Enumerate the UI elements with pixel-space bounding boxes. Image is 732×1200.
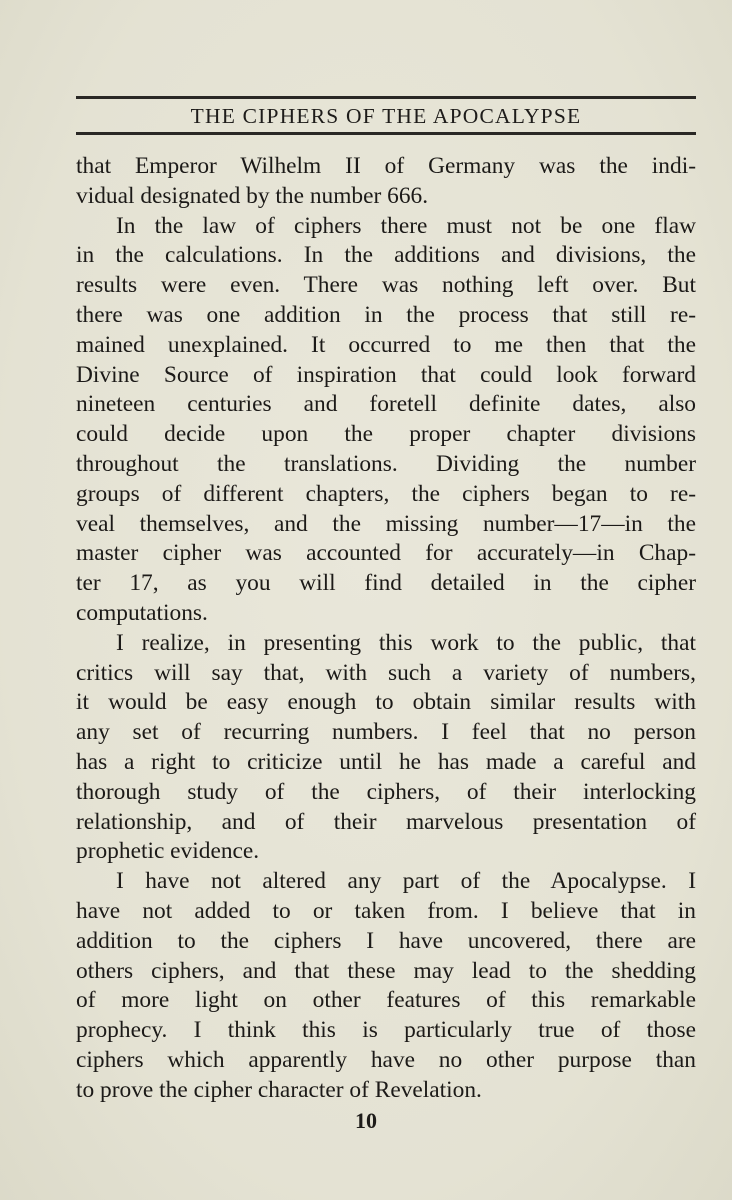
text-line: master cipher was accounted for accurately—in Chap- — [76, 540, 696, 567]
text-line: In the law of ciphers there must not be one flaw — [116, 212, 696, 239]
text-line: ciphers which apparently have no other purpose than — [76, 1046, 696, 1073]
text-line: could decide upon the proper chapter divisions — [76, 421, 696, 448]
text-line: to prove the cipher character of Revelation. — [76, 1076, 482, 1103]
text-line: addition to the ciphers I have uncovered, there are — [76, 927, 696, 954]
text-line: I realize, in presenting this work to the public, that — [116, 629, 696, 656]
text-line: veal themselves, and the missing number—17—in the — [76, 510, 696, 537]
text-line: nineteen centuries and foretell definite dates, also — [76, 391, 696, 418]
text-line: of more light on other features of this remarkable — [76, 987, 696, 1014]
text-line: mained unexplained. It occurred to me then that the — [76, 331, 696, 358]
text-line: results were even. There was nothing left over. But — [76, 272, 696, 299]
text-line: thorough study of the ciphers, of their interlocking — [76, 778, 696, 805]
text-line: critics will say that, with such a variety of numbers, — [76, 659, 696, 686]
text-line: that Emperor Wilhelm II of Germany was the indi- — [76, 153, 696, 179]
text-line: computations. — [76, 599, 208, 626]
text-line: there was one addition in the process that still re- — [76, 301, 696, 328]
text-line: prophecy. I think this is particularly true of those — [76, 1017, 696, 1044]
text-line: Divine Source of inspiration that could look forward — [76, 361, 696, 388]
body-text — [76, 152, 696, 1106]
text-line: have not added to or taken from. I believe that in — [76, 897, 696, 924]
text-line: prophetic evidence. — [76, 838, 260, 865]
text-line: has a right to criticize until he has made a careful and — [76, 748, 696, 775]
running-head: THE CIPHERS OF THE APOCALYPSE — [190, 104, 582, 128]
text-line: it would be easy enough to obtain similar results with — [76, 689, 696, 716]
header-rule-bottom — [76, 132, 696, 135]
text-line: I have not altered any part of the Apocalypse. I — [116, 868, 696, 895]
text-line: vidual designated by the number 666. — [76, 182, 429, 209]
text-line: relationship, and of their marvelous presentation of — [76, 808, 696, 835]
text-line: in the calculations. In the additions and divisions, the — [76, 242, 696, 269]
text-line: any set of recurring numbers. I feel that no person — [76, 719, 696, 746]
header-rule-top — [76, 96, 696, 99]
text-line: throughout the translations. Dividing the number — [76, 450, 696, 477]
text-line: ter 17, as you will find detailed in the cipher — [76, 570, 696, 597]
page-number: 10 — [355, 1108, 377, 1133]
text-line: others ciphers, and that these may lead to the shedding — [76, 957, 696, 984]
text-line: groups of different chapters, the ciphers began to re- — [76, 480, 696, 507]
